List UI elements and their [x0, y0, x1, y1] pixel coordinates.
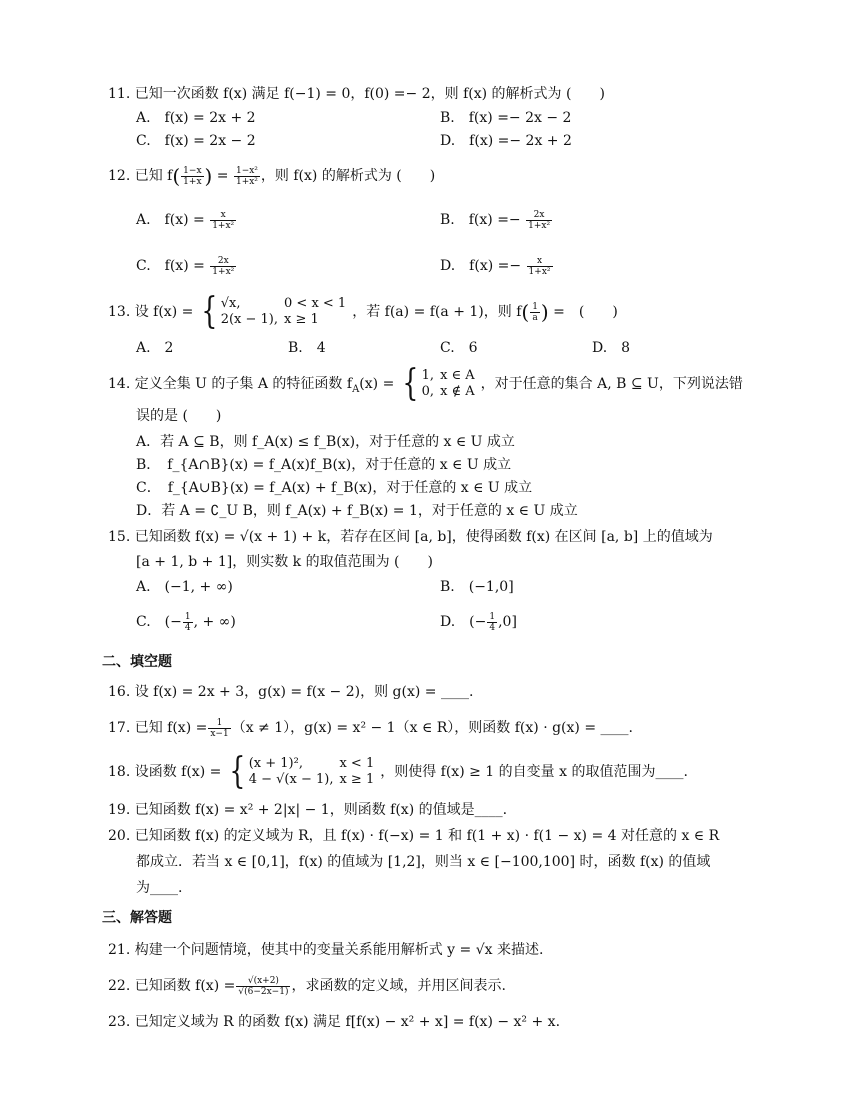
section-fill-in-heading: 二、填空题	[102, 654, 172, 670]
q11-option-c: C. f(x) = 2x − 2	[136, 133, 256, 149]
q14-stem-line2: 误的是 ( )	[136, 408, 222, 424]
q12-option-d: D. f(x) =− $\frac{x}{\text{1+x²}}$	[440, 255, 551, 277]
question-20-line3: 为____.	[136, 880, 183, 896]
q13-option-d: D. 8	[592, 340, 631, 356]
q12-option-c: C. f(x) = $\frac{2x}{\text{1+x²}}$	[136, 255, 235, 277]
section-answer-heading: 三、解答题	[102, 910, 172, 926]
question-20-line2: 都成立．若当 x ∈ [0,1]，f(x) 的值域为 [1,2]，则当 x ∈ [−100,100] 时，函数 f(x) 的值域	[136, 854, 711, 870]
q15-option-b: B. (−1,0]	[440, 579, 514, 595]
q15-option-d: D. (− $\frac{1}{4}$ ,0]	[440, 611, 517, 633]
question-18: 18. 设函数 f(x) = { (x + 1)², x < 1 4 − √(x − 1), x ≥ 1 ，则使得 f(x) ≥ 1 的自变量 x 的取值范围为____.	[108, 751, 688, 792]
question-17: 17. 已知 f(x) = $\frac{1}{x-1}$ （x ≠ 1），g(x) = x² − 1（x ∈ R），则函数 f(x) · g(x) = ____.	[108, 717, 633, 739]
question-15-line2: [a + 1, b + 1]，则实数 k 的取值范围为 ( )	[136, 554, 433, 570]
q14-option-c: C． f_{A∪B}(x) = f_A(x) + f_B(x)，对于任意的 x ∈ U 成立	[136, 480, 533, 496]
question-16: 16. 设 f(x) = 2x + 3，g(x) = f(x − 2)，则 g(x) = ____.	[108, 684, 474, 700]
question-13-stem: 13. 设 f(x) = { √x, 0 < x < 1 2(x − 1), x ≥ 1 ，若 f(a) = f(a + 1)，则 f( $\frac{1}{a}$ ) = ( )	[108, 291, 618, 332]
q14-option-b: B． f_{A∩B}(x) = f_A(x)f_B(x)，对于任意的 x ∈ U 成立	[136, 457, 512, 473]
q12-arg-fraction: $\frac{1-x}{1+x}$	[183, 165, 202, 187]
question-21: 21. 构建一个问题情境，使其中的变量关系能用解析式 y = √x 来描述.	[108, 942, 544, 958]
q15-option-a: A. (−1, + ∞)	[136, 579, 233, 595]
q11-option-b: B. f(x) =− 2x − 2	[440, 110, 572, 126]
question-22: 22. 已知函数 f(x) = $\frac{√(x+2)}{√(6-2x-1)}$ ，求函数的定义域，并用区间表示.	[108, 975, 506, 997]
q12-option-a: A. f(x) = $\frac{x}{\text{1+x²}}$	[136, 209, 235, 231]
question-19: 19. 已知函数 f(x) = x² + 2|x| − 1，则函数 f(x) 的值域是____.	[108, 802, 508, 818]
question-20-line1: 20. 已知函数 f(x) 的定义域为 R，且 f(x) · f(−x) = 1 和 f(1 + x) · f(1 − x) = 4 对任意的 x ∈ R	[108, 828, 720, 844]
q14-option-d: D．若 A = ∁_U B，则 f_A(x) + f_B(x) = 1，对于任意的 x ∈ U 成立	[136, 503, 578, 519]
q14-option-a: A．若 A ⊆ B，则 f_A(x) ≤ f_B(x)，对于任意的 x ∈ U 成立	[136, 434, 515, 450]
question-12-stem: 12. 已知 f( $\frac{1-x}{1+x}$ ) = $\frac{\text{1−x²}}{\text{1+x²}}$ ，则 f(x) 的解析式为 ( )	[108, 164, 436, 188]
question-15-line1: 15. 已知函数 f(x) = √(x + 1) + k，若存在区间 [a, b]，使得函数 f(x) 在区间 [a, b] 上的值域为	[108, 529, 713, 545]
q13-option-c: C. 6	[440, 340, 478, 356]
q12-rhs-fraction: $\frac{\text{1−x²}}{\text{1+x²}}$	[235, 165, 258, 187]
question-23: 23. 已知定义域为 R 的函数 f(x) 满足 f[f(x) − x² + x] = f(x) − x² + x.	[108, 1014, 561, 1030]
q13-option-a: A. 2	[136, 340, 174, 356]
q11-option-d: D. f(x) =− 2x + 2	[440, 133, 572, 149]
question-11-stem: 11. 已知一次函数 f(x) 满足 f(−1) = 0，f(0) =− 2，则 f(x) 的解析式为 ( )	[108, 86, 605, 102]
q15-option-c: C. (− $\frac{1}{4}$ , + ∞)	[136, 611, 236, 633]
q11-option-a: A. f(x) = 2x + 2	[136, 110, 256, 126]
q13-option-b: B. 4	[288, 340, 326, 356]
question-14-stem: 14. 定义全集 U 的子集 A 的特征函数 $f_A(x)$ = { 1, x ∈ A 0, x ∉ A ，对于任意的集合 A, B ⊆ U，下列说法错	[108, 363, 743, 404]
q12-option-b: B. f(x) =− $\frac{2x}{\text{1+x²}}$	[440, 209, 551, 231]
